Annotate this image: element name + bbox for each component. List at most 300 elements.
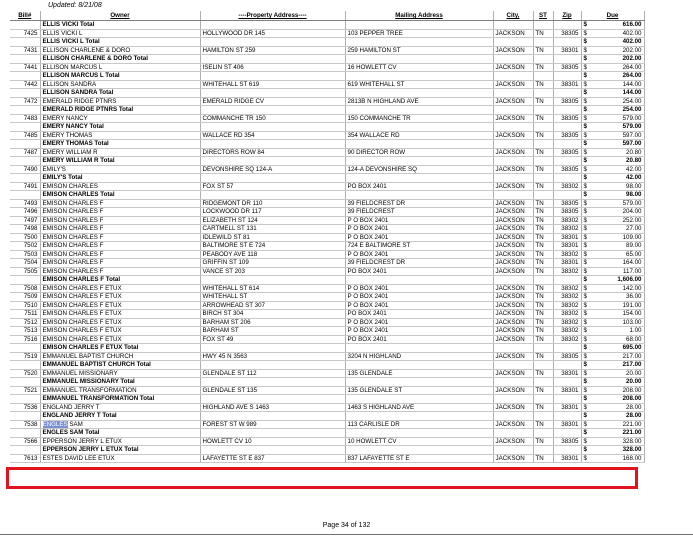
property-cell: PEABODY AVE 118	[200, 250, 345, 259]
due-amount: 142.00	[622, 284, 642, 292]
zip-cell	[553, 361, 581, 370]
due-amount: 579.00	[622, 123, 642, 131]
currency-symbol: $	[583, 182, 587, 190]
owner-cell: ELLISON SANDRA Total	[40, 89, 200, 98]
state-cell: TN	[533, 29, 553, 38]
mailing-cell: 724 E BALTIMORE ST	[345, 242, 493, 251]
zip-cell: 38302	[553, 310, 581, 319]
due-cell	[581, 131, 644, 140]
due-amount: 204.00	[622, 208, 642, 216]
due-cell	[581, 225, 644, 234]
due-cell	[581, 437, 644, 446]
owner-cell: EPPERSON JERRY L ETUX	[40, 437, 200, 446]
currency-symbol: $	[583, 352, 587, 360]
property-cell: FOX ST 49	[200, 335, 345, 344]
due-amount: 27.00	[626, 225, 642, 233]
highlight-box	[6, 467, 638, 489]
city-cell: JACKSON	[493, 369, 533, 378]
owner-cell: EMMANUEL BAPTIST CHURCH	[40, 352, 200, 361]
owner-cell: ELLISON CHARLENE & DORO Total	[40, 55, 200, 64]
mailing-cell: PO BOX 2401	[345, 335, 493, 344]
property-cell: HWY 45 N 3563	[200, 352, 345, 361]
mailing-cell: 354 WALLACE RD	[345, 131, 493, 140]
due-amount: 579.00	[622, 199, 642, 207]
zip-cell: 38302	[553, 284, 581, 293]
total-row	[10, 72, 644, 81]
state-cell: TN	[533, 454, 553, 463]
zip-cell: 38301	[553, 386, 581, 395]
city-cell	[493, 446, 533, 455]
owner-cell: ENGLAND JERRY T Total	[40, 412, 200, 421]
table-row	[10, 420, 644, 429]
mailing-cell	[345, 412, 493, 421]
due-cell	[581, 446, 644, 455]
due-cell	[581, 344, 644, 353]
currency-symbol: $	[583, 72, 587, 80]
currency-symbol: $	[583, 123, 587, 131]
zip-cell	[553, 191, 581, 200]
selected-text[interactable]: ENGLES	[42, 420, 68, 428]
state-cell: TN	[533, 386, 553, 395]
due-amount: 20.80	[626, 148, 642, 156]
due-amount: 144.00	[622, 89, 642, 97]
property-cell: HOLLYWOOD DR 145	[200, 29, 345, 38]
zip-cell: 38305	[553, 114, 581, 123]
mailing-cell: 90 DIRECTOR ROW	[345, 148, 493, 157]
due-cell	[581, 327, 644, 336]
mailing-cell	[345, 344, 493, 353]
city-cell	[493, 55, 533, 64]
table-row	[10, 216, 644, 225]
bill-cell: 7490	[10, 165, 40, 174]
zip-cell	[553, 412, 581, 421]
mailing-cell: 135 GLENDALE ST	[345, 386, 493, 395]
zip-cell: 38301	[553, 233, 581, 242]
due-cell	[581, 429, 644, 438]
owner-cell: EMISON CHARLES F	[40, 242, 200, 251]
currency-symbol: $	[583, 165, 587, 173]
mailing-cell: P O BOX 2401	[345, 284, 493, 293]
property-cell	[200, 72, 345, 81]
due-amount: 103.00	[622, 318, 642, 326]
property-cell	[200, 140, 345, 149]
due-cell	[581, 352, 644, 361]
state-cell: TN	[533, 369, 553, 378]
table-row	[10, 369, 644, 378]
due-amount: 208.00	[622, 395, 642, 403]
currency-symbol: $	[583, 21, 587, 29]
currency-symbol: $	[583, 97, 587, 105]
city-cell: JACKSON	[493, 310, 533, 319]
due-cell	[581, 21, 644, 30]
due-amount: 217.00	[622, 352, 642, 360]
city-cell: JACKSON	[493, 216, 533, 225]
city-cell: JACKSON	[493, 293, 533, 302]
table-row	[10, 114, 644, 123]
property-cell	[200, 157, 345, 166]
city-cell: JACKSON	[493, 148, 533, 157]
due-cell	[581, 233, 644, 242]
bill-cell: 7500	[10, 233, 40, 242]
city-cell: JACKSON	[493, 29, 533, 38]
mailing-cell: 124-A DEVONSHIRE SQ	[345, 165, 493, 174]
bill-cell: 7509	[10, 293, 40, 302]
owner-cell: EMISON CHARLES F	[40, 267, 200, 276]
currency-symbol: $	[583, 412, 587, 420]
owner-cell: EMISON CHARLES Total	[40, 191, 200, 200]
currency-symbol: $	[583, 454, 587, 462]
zip-cell: 38302	[553, 267, 581, 276]
due-cell	[581, 165, 644, 174]
property-cell	[200, 395, 345, 404]
owner-cell: ELLIS VICKI L Total	[40, 38, 200, 47]
mailing-cell: PO BOX 2401	[345, 267, 493, 276]
mailing-cell	[345, 276, 493, 285]
state-cell: TN	[533, 165, 553, 174]
property-cell: LAFAYETTE ST E 837	[200, 454, 345, 463]
bill-cell: 7502	[10, 242, 40, 251]
due-amount: 164.00	[622, 259, 642, 267]
state-cell: TN	[533, 242, 553, 251]
state-cell: TN	[533, 284, 553, 293]
property-cell	[200, 191, 345, 200]
table-row	[10, 335, 644, 344]
owner-cell: ELLISON MARCUS L Total	[40, 72, 200, 81]
bill-cell	[10, 412, 40, 421]
table-row	[10, 225, 644, 234]
total-row	[10, 446, 644, 455]
currency-symbol: $	[583, 242, 587, 250]
state-cell: TN	[533, 46, 553, 55]
due-amount: 168.00	[622, 454, 642, 462]
due-cell	[581, 386, 644, 395]
currency-symbol: $	[583, 233, 587, 241]
owner-cell: EMERY WILLIAM R	[40, 148, 200, 157]
tax-report-sheet	[10, 11, 644, 463]
due-cell	[581, 276, 644, 285]
currency-symbol: $	[583, 437, 587, 445]
owner-cell: EMILY'S	[40, 165, 200, 174]
due-amount: 117.00	[623, 267, 642, 275]
city-cell: JACKSON	[493, 454, 533, 463]
mailing-cell: PO BOX 2401	[345, 310, 493, 319]
table-row	[10, 454, 644, 463]
table-row	[10, 208, 644, 217]
updated-date: Updated: 8/21/08	[48, 2, 102, 9]
due-cell	[581, 216, 644, 225]
zip-cell: 38301	[553, 454, 581, 463]
property-cell	[200, 276, 345, 285]
state-cell: TN	[533, 131, 553, 140]
mailing-cell: 259 HAMILTON ST	[345, 46, 493, 55]
zip-cell: 38302	[553, 318, 581, 327]
col-mailing: Mailing Address	[345, 11, 493, 21]
owner-cell: EMISON CHARLES F	[40, 216, 200, 225]
property-cell: FOREST ST W 989	[200, 420, 345, 429]
owner-cell: ENGLAND JERRY T	[40, 403, 200, 412]
state-cell	[533, 157, 553, 166]
due-cell	[581, 378, 644, 387]
due-cell	[581, 140, 644, 149]
table-row	[10, 284, 644, 293]
bill-cell	[10, 191, 40, 200]
currency-symbol: $	[583, 284, 587, 292]
currency-symbol: $	[583, 157, 587, 165]
currency-symbol: $	[583, 174, 587, 182]
currency-symbol: $	[583, 378, 587, 386]
owner-cell: EMISON CHARLES F	[40, 259, 200, 268]
table-row	[10, 29, 644, 38]
property-cell	[200, 106, 345, 115]
due-cell	[581, 106, 644, 115]
owner-cell: EMISON CHARLES F ETUX	[40, 335, 200, 344]
bill-cell	[10, 123, 40, 132]
state-cell: TN	[533, 233, 553, 242]
due-cell	[581, 301, 644, 310]
zip-cell: 38305	[553, 148, 581, 157]
due-cell	[581, 318, 644, 327]
bill-cell: 7491	[10, 182, 40, 191]
bill-cell: 7485	[10, 131, 40, 140]
state-cell	[533, 106, 553, 115]
mailing-cell: 2813B N HIGHLAND AVE	[345, 97, 493, 106]
mailing-cell	[345, 55, 493, 64]
property-cell: WHITEHALL ST 614	[200, 284, 345, 293]
state-cell: TN	[533, 437, 553, 446]
bill-cell: 7508	[10, 284, 40, 293]
state-cell: TN	[533, 80, 553, 89]
property-cell: HIGHLAND AVE S 1463	[200, 403, 345, 412]
zip-cell	[553, 344, 581, 353]
mailing-cell: P O BOX 2401	[345, 250, 493, 259]
currency-symbol: $	[583, 38, 587, 46]
zip-cell	[553, 140, 581, 149]
state-cell: TN	[533, 403, 553, 412]
city-cell	[493, 412, 533, 421]
bill-cell	[10, 21, 40, 30]
owner-cell	[40, 420, 200, 429]
currency-symbol: $	[583, 114, 587, 122]
mailing-cell	[345, 395, 493, 404]
city-cell: JACKSON	[493, 420, 533, 429]
mailing-cell: P O BOX 2401	[345, 225, 493, 234]
zip-cell: 38302	[553, 182, 581, 191]
zip-cell	[553, 21, 581, 30]
zip-cell: 38301	[553, 242, 581, 251]
owner-cell: EMISON CHARLES F ETUX	[40, 310, 200, 319]
owner-cell: ENGLES SAM Total	[40, 429, 200, 438]
header-row	[10, 11, 644, 21]
mailing-cell	[345, 123, 493, 132]
due-cell	[581, 182, 644, 191]
city-cell: JACKSON	[493, 284, 533, 293]
owner-cell: EMMANUEL MISSIONARY Total	[40, 378, 200, 387]
zip-cell: 38302	[553, 335, 581, 344]
bill-cell	[10, 378, 40, 387]
state-cell	[533, 89, 553, 98]
total-row	[10, 361, 644, 370]
zip-cell: 38305	[553, 208, 581, 217]
state-cell: TN	[533, 250, 553, 259]
property-cell: GLENDALE ST 135	[200, 386, 345, 395]
zip-cell: 38302	[553, 216, 581, 225]
zip-cell	[553, 55, 581, 64]
due-amount: 597.00	[622, 140, 642, 148]
owner-cell: ELLIS VICKI L	[40, 29, 200, 38]
due-amount: 98.00	[626, 182, 642, 190]
mailing-cell: P O BOX 2401	[345, 327, 493, 336]
city-cell: JACKSON	[493, 97, 533, 106]
mailing-cell: P O BOX 2401	[345, 318, 493, 327]
property-cell: ARROWHEAD ST 307	[200, 301, 345, 310]
due-amount: 202.00	[622, 55, 642, 63]
property-cell: HAMILTON ST 259	[200, 46, 345, 55]
city-cell: JACKSON	[493, 250, 533, 259]
table-row	[10, 165, 644, 174]
city-cell: JACKSON	[493, 46, 533, 55]
due-cell	[581, 369, 644, 378]
zip-cell: 38305	[553, 131, 581, 140]
zip-cell: 38305	[553, 165, 581, 174]
city-cell: JACKSON	[493, 267, 533, 276]
city-cell: JACKSON	[493, 131, 533, 140]
owner-cell: EMISON CHARLES F ETUX	[40, 284, 200, 293]
mailing-cell: 619 WHITEHALL ST	[345, 80, 493, 89]
state-cell	[533, 395, 553, 404]
due-cell	[581, 191, 644, 200]
mailing-cell: P O BOX 2401	[345, 216, 493, 225]
city-cell: JACKSON	[493, 165, 533, 174]
owner-cell: EMERALD RIDGE PTNRS Total	[40, 106, 200, 115]
bill-cell	[10, 157, 40, 166]
state-cell: TN	[533, 208, 553, 217]
due-cell	[581, 293, 644, 302]
due-cell	[581, 412, 644, 421]
property-cell: BARHAM ST	[200, 327, 345, 336]
property-cell: HOWLETT CV 10	[200, 437, 345, 446]
due-cell	[581, 157, 644, 166]
due-amount: 264.00	[622, 72, 642, 80]
due-cell	[581, 284, 644, 293]
due-cell	[581, 46, 644, 55]
zip-cell	[553, 395, 581, 404]
col-due: Due	[581, 11, 644, 21]
property-cell: CARTMELL ST 131	[200, 225, 345, 234]
city-cell: JACKSON	[493, 327, 533, 336]
bill-cell: 7496	[10, 208, 40, 217]
owner-cell: EMISON CHARLES F ETUX	[40, 293, 200, 302]
zip-cell	[553, 378, 581, 387]
zip-cell: 38301	[553, 80, 581, 89]
currency-symbol: $	[583, 327, 587, 335]
table-row	[10, 233, 644, 242]
total-row	[10, 174, 644, 183]
currency-symbol: $	[583, 429, 587, 437]
property-cell: BIRCH ST 304	[200, 310, 345, 319]
property-cell: DIRECTORS ROW 84	[200, 148, 345, 157]
state-cell	[533, 429, 553, 438]
zip-cell: 38302	[553, 250, 581, 259]
city-cell: JACKSON	[493, 233, 533, 242]
property-cell: COMMANCHE TR 150	[200, 114, 345, 123]
table-row	[10, 131, 644, 140]
state-cell	[533, 412, 553, 421]
city-cell: JACKSON	[493, 114, 533, 123]
bill-cell: 7497	[10, 216, 40, 225]
mailing-cell	[345, 429, 493, 438]
mailing-cell: 1463 S HIGHLAND AVE	[345, 403, 493, 412]
state-cell: TN	[533, 216, 553, 225]
property-cell	[200, 174, 345, 183]
due-amount: 28.00	[626, 403, 642, 411]
city-cell	[493, 378, 533, 387]
due-amount: 36.00	[626, 293, 642, 301]
table-row	[10, 318, 644, 327]
city-cell	[493, 174, 533, 183]
owner-cell: ELLIS VICKI Total	[40, 21, 200, 30]
bill-cell: 7442	[10, 80, 40, 89]
mailing-cell: 135 GLENDALE	[345, 369, 493, 378]
mailing-cell: 39 FIELDCREST DR	[345, 199, 493, 208]
owner-rest: SAM	[67, 420, 83, 428]
due-amount: 98.00	[626, 191, 642, 199]
total-row	[10, 191, 644, 200]
zip-cell	[553, 89, 581, 98]
table-row	[10, 63, 644, 72]
owner-cell: EMISON CHARLES F	[40, 250, 200, 259]
bill-cell: 7503	[10, 250, 40, 259]
bill-cell: 7513	[10, 327, 40, 336]
city-cell: JACKSON	[493, 352, 533, 361]
zip-cell	[553, 38, 581, 47]
due-amount: 1,606.00	[617, 276, 642, 284]
owner-cell: EMERY NANCY Total	[40, 123, 200, 132]
owner-cell: EMMANUEL MISSIONARY	[40, 369, 200, 378]
state-cell	[533, 174, 553, 183]
city-cell	[493, 106, 533, 115]
due-cell	[581, 123, 644, 132]
currency-symbol: $	[583, 80, 587, 88]
city-cell	[493, 276, 533, 285]
bill-cell: 7483	[10, 114, 40, 123]
currency-symbol: $	[583, 369, 587, 377]
state-cell: TN	[533, 148, 553, 157]
zip-cell: 38302	[553, 293, 581, 302]
bill-cell: 7510	[10, 301, 40, 310]
bill-cell: 7493	[10, 199, 40, 208]
city-cell: JACKSON	[493, 318, 533, 327]
due-amount: 402.00	[622, 38, 642, 46]
total-row	[10, 38, 644, 47]
table-row	[10, 80, 644, 89]
city-cell: JACKSON	[493, 437, 533, 446]
property-cell: LOCKWOOD DR 117	[200, 208, 345, 217]
bill-cell: 7498	[10, 225, 40, 234]
city-cell	[493, 38, 533, 47]
currency-symbol: $	[583, 106, 587, 114]
zip-cell: 38301	[553, 420, 581, 429]
due-cell	[581, 89, 644, 98]
due-amount: 221.00	[622, 429, 642, 437]
due-cell	[581, 114, 644, 123]
owner-cell: EMERY WILLIAM R Total	[40, 157, 200, 166]
total-row	[10, 123, 644, 132]
due-cell	[581, 208, 644, 217]
property-cell: BALTIMORE ST E 724	[200, 242, 345, 251]
bill-cell: 7538	[10, 420, 40, 429]
due-cell	[581, 420, 644, 429]
owner-cell: ELLISON CHARLENE & DORO	[40, 46, 200, 55]
